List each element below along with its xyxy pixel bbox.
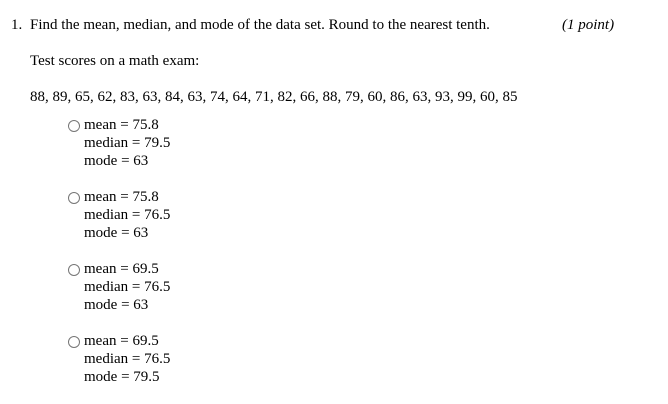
choice-3-mode: mode = 63	[84, 297, 149, 313]
choice-3-median: median = 76.5	[84, 279, 171, 295]
radio-button-choice-1[interactable]	[68, 120, 80, 132]
choice-1-text[interactable]	[84, 116, 170, 170]
choice-4-text[interactable]	[84, 332, 170, 386]
choice-4-mode: mode = 79.5	[84, 369, 160, 385]
choice-4-median: median = 76.5	[84, 351, 171, 367]
choice-3-text[interactable]	[84, 260, 170, 314]
choice-1-median: median = 79.5	[84, 135, 171, 151]
question-context: Test scores on a math exam:	[30, 53, 200, 69]
choice-2-median: median = 76.5	[84, 207, 171, 223]
choice-1-mode: mode = 63	[84, 153, 149, 169]
question-text: Find the mean, median, and mode of the data set. Round to the nearest tenth.	[30, 17, 490, 33]
points-label: (1 point)	[562, 17, 615, 33]
choice-4-mean: mean = 69.5	[84, 333, 159, 349]
radio-button-choice-3[interactable]	[68, 264, 80, 276]
radio-button-choice-2[interactable]	[68, 192, 80, 204]
choice-1-mean: mean = 75.8	[84, 117, 159, 133]
data-set: 88, 89, 65, 62, 83, 63, 84, 63, 74, 64, 71, 82, 66, 88, 79, 60, 86, 63, 93, 99, 60, 85	[30, 89, 518, 105]
choice-2-text[interactable]	[84, 188, 170, 242]
choice-2-mode: mode = 63	[84, 225, 149, 241]
choice-2-mean: mean = 75.8	[84, 189, 159, 205]
question-number: 1.	[11, 17, 23, 33]
choice-3-mean: mean = 69.5	[84, 261, 159, 277]
radio-button-choice-4[interactable]	[68, 336, 80, 348]
